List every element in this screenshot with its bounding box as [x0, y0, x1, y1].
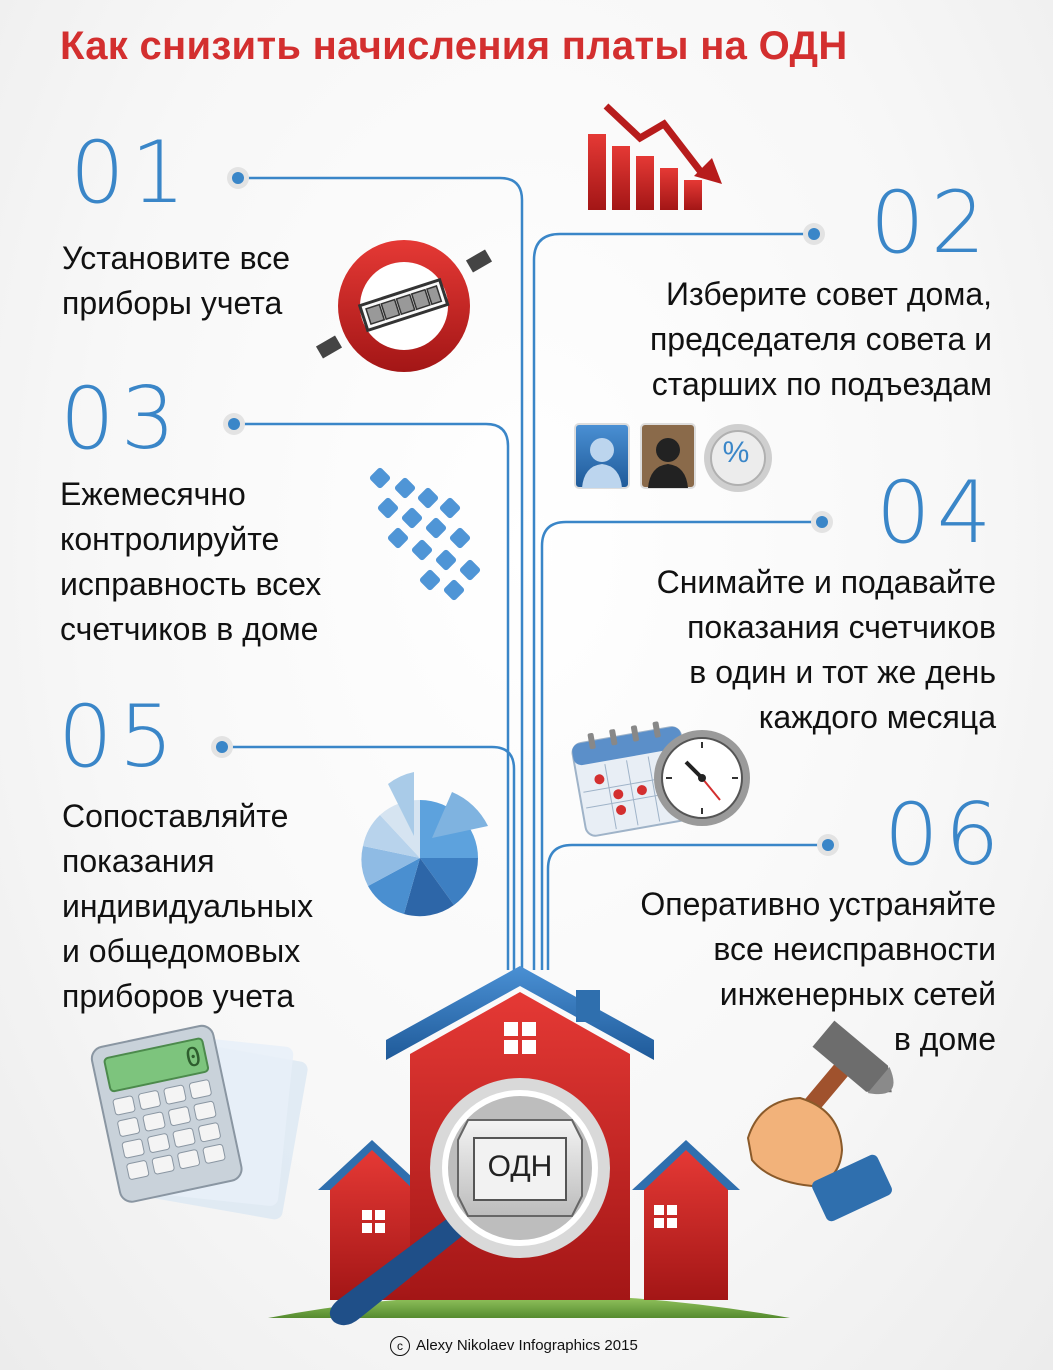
- calculator-display: 0: [182, 1041, 205, 1075]
- step-06-number: 06: [884, 785, 1006, 885]
- copyright: [390, 1336, 690, 1356]
- step-05-number: 05: [58, 687, 180, 787]
- step-01-text: [62, 236, 290, 326]
- declining-chart-icon: [588, 106, 722, 210]
- odn-label: ОДН: [487, 1150, 553, 1183]
- step-06-text: [560, 882, 996, 1062]
- pie-chart-icon: [361, 772, 488, 916]
- step-02-line: старших по подъездам: [651, 366, 992, 402]
- step-06-line: инженерных сетей: [719, 976, 996, 1012]
- calculator-icon: [90, 1024, 309, 1221]
- step-02-text: [560, 272, 992, 407]
- house-icon: [632, 1140, 740, 1300]
- step-03-number: 03: [60, 369, 182, 469]
- step-05-line: индивидуальных: [62, 888, 314, 924]
- step-04-line: показания счетчиков: [687, 609, 996, 645]
- step-04-line: в один и тот же день: [689, 654, 996, 690]
- step-04-line: каждого месяца: [758, 699, 996, 735]
- copyright-mark: c: [390, 1336, 410, 1356]
- step-04-number: 04: [876, 463, 998, 563]
- step-01-number: 01: [70, 123, 192, 223]
- step-05-text: [62, 794, 313, 1019]
- step-04-text: [560, 560, 996, 740]
- person-icon: [641, 424, 695, 488]
- step-01-line: приборы учета: [62, 285, 283, 321]
- step-03-line: исправность всех: [60, 566, 322, 602]
- grid-icon: [369, 467, 482, 602]
- clock-icon: [654, 730, 750, 826]
- step-05-line: показания: [62, 843, 215, 879]
- step-01-line: Установите все: [62, 240, 291, 276]
- step-04-line: Снимайте и подавайте: [656, 564, 996, 600]
- step-03-line: счетчиков в доме: [60, 611, 319, 647]
- step-02-line: Изберите совет дома,: [666, 276, 992, 312]
- page-title: Как снизить начисления платы на ОДН: [60, 24, 848, 68]
- step-05-line: и общедомовых: [62, 933, 301, 969]
- step-06-line: в доме: [893, 1021, 996, 1057]
- percent-symbol: %: [722, 436, 750, 469]
- step-02-line: председателя совета и: [649, 321, 992, 357]
- step-05-line: Сопоставляйте: [62, 798, 289, 834]
- step-06-line: все неисправности: [713, 931, 996, 967]
- meter-icon: [316, 240, 492, 372]
- person-icon: [575, 424, 629, 488]
- step-03-line: контролируйте: [60, 521, 280, 557]
- step-02-number: 02: [870, 173, 992, 273]
- step-06-line: Оперативно устраняйте: [640, 886, 996, 922]
- copyright-text: Alexy Nikolaev Infographics 2015: [416, 1336, 638, 1354]
- step-03-line: Ежемесячно: [60, 476, 246, 512]
- step-05-line: приборов учета: [62, 978, 295, 1014]
- step-03-text: [60, 472, 321, 652]
